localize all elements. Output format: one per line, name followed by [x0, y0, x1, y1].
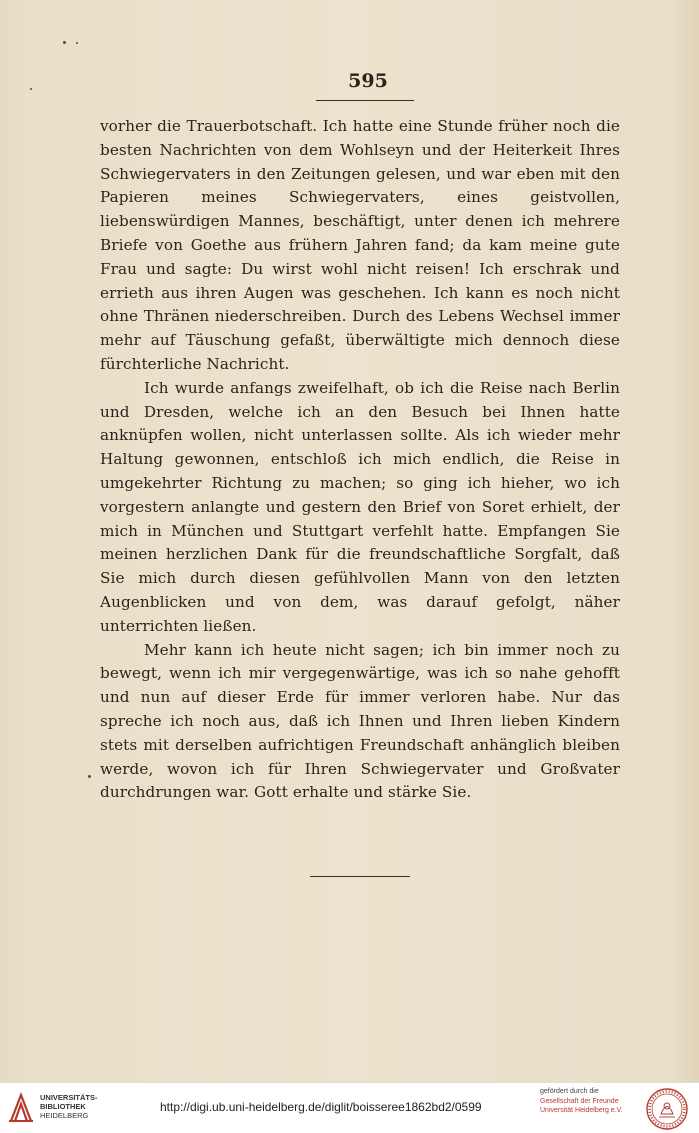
paragraph-3: Mehr kann ich heute nicht sagen; ich bin immer noch zu bewegt, wenn ich mir vergegenwärtige, was ich so nahe gehofft und nun auf dieser Erde für immer verloren habe. Nur das spreche ich noch aus, daß ich Ihnen und Ihren lieben Kindern stets mit derselben aufrichtigen Freundschaft anhänglich bleiben werde, wovon ich für Ihren Schwiegervater und Großvater durchdrungen war. Gott erhalte und stärke Sie. — [100, 640, 620, 802]
sponsor-credit: gefördert durch die Gesellschaft der Freunde Universität Heidelberg e.V. — [540, 1088, 623, 1114]
library-name: UNIVERSITÄTS- BIBLIOTHEK HEIDELBERG — [40, 1093, 98, 1120]
body-text — [100, 115, 620, 805]
source-url-link[interactable]: http://digi.ub.uni-heidelberg.de/diglit/boisseree1862bd2/0599 — [160, 1100, 482, 1114]
closing-rule — [310, 876, 410, 877]
scan-speck — [63, 41, 66, 44]
paragraph-1: vorher die Trauerbotschaft. Ich hatte eine Stunde früher noch die besten Nachrichten von dem Wohlseyn und der Heiterkeit Ihres Schwiegervaters in den Zeitungen gelesen, und war eben mit den Papieren meines Schwiegervaters, eines geistvollen, liebenswürdigen Mannes, beschäftigt, unter denen ich mehrere Briefe von Goethe aus frühern Jahren fand; da kam meine gute Frau und sagte: Du wirst wohl nicht reisen! Ich erschrak und errieth aus ihren Augen was geschehen. Ich kann es noch nicht ohne Thränen niederschreiben. Durch des Lebens Wechsel immer mehr auf Täuschung gefaßt, überwältigte mich dennoch diese fürchterliche Nachricht. — [100, 117, 620, 373]
page-number: 595 — [348, 70, 388, 92]
scan-speck — [30, 88, 32, 90]
footer-bar — [0, 1082, 699, 1133]
library-logo-icon — [8, 1091, 34, 1123]
university-seal-icon — [645, 1087, 689, 1131]
paragraph-2: Ich wurde anfangs zweifelhaft, ob ich die Reise nach Berlin und Dresden, welche ich an den Besuch bei Ihnen hatte anknüpfen wollen, nicht unterlassen sollte. Als ich wieder mehr Haltung gewonnen, entschloß ich mich endlich, die Reise in umgekehrter Richtung zu machen; so ging ich hieher, wo ich vorgestern anlangte und gestern den Brief von Soret erhielt, der mich in München und Stuttgart verfehlt hatte. Empfangen Sie meinen herzlichen Dank für die freundschaftliche Sorgfalt, daß Sie mich durch diesen gefühlvollen Mann von den letzten Augenblicken und von dem, was darauf gefolgt, näher unterrichten ließen. — [100, 378, 620, 635]
scan-speck — [88, 775, 91, 778]
header-rule — [316, 100, 414, 101]
scan-speck — [76, 42, 78, 44]
